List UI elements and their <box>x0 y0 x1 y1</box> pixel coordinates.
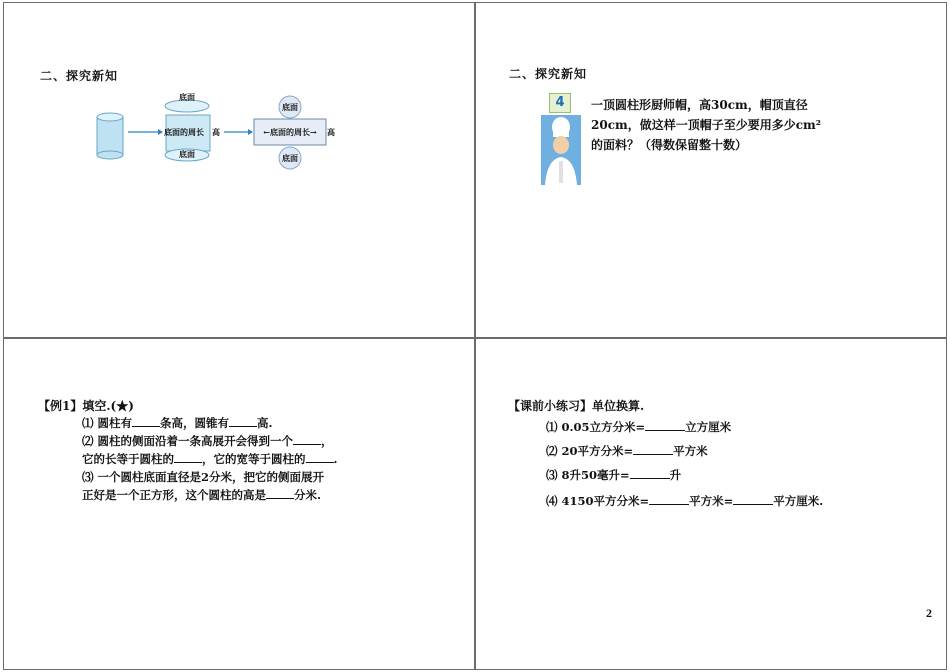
q1-part-a: ⑴ 圆柱有 <box>82 416 133 430</box>
net-height-label: 高 <box>327 127 335 137</box>
q2-blank-3[interactable] <box>306 452 334 463</box>
cylinder-shape <box>97 113 123 159</box>
item2-pre: ⑵ 20平方分米= <box>546 444 634 458</box>
q2-part-b: ， <box>321 434 333 448</box>
q2-blank-1[interactable] <box>293 434 321 445</box>
slide-4 <box>475 338 947 670</box>
q3-line-1: ⑶ 一个圆柱底面直径是2分米，把它的侧面展开 <box>82 470 325 484</box>
net-top-label: 底面 <box>282 102 298 112</box>
q2-part-d: ，它的宽等于圆柱的 <box>202 452 306 466</box>
q3-blank[interactable] <box>266 488 294 499</box>
diagram-height-label: 高 <box>212 127 220 137</box>
item2-post: 平方米 <box>673 444 708 458</box>
item4-blank-2[interactable] <box>733 494 773 505</box>
item1-blank[interactable] <box>645 420 685 431</box>
q1-blank-1[interactable] <box>132 416 160 427</box>
item1-pre: ⑴ 0.05立方分米= <box>546 420 646 434</box>
item3-post: 升 <box>669 468 682 482</box>
practice-item-3 <box>546 467 681 483</box>
problem-line-2: 20cm，做这样一顶帽子至少要用多少cm² <box>591 118 821 132</box>
q2-blank-2[interactable] <box>174 452 202 463</box>
problem-number-badge: 4 <box>549 93 571 113</box>
item4-pre: ⑷ 4150平方分米= <box>546 494 650 508</box>
chef-image <box>541 115 581 185</box>
slide1-heading: 二、探究新知 <box>40 69 119 83</box>
diagram-top-label: 底面 <box>179 92 195 102</box>
page-number: 2 <box>926 606 932 620</box>
q1-part-c: 高. <box>257 416 273 430</box>
q3-part-b: 正好是一个正方形，这个圆柱的高是 <box>82 488 266 502</box>
slide-3 <box>3 338 475 670</box>
problem-text <box>591 95 821 155</box>
q3-line-2 <box>82 487 321 503</box>
diagram-side-label: 底面的周长 <box>164 127 204 137</box>
item3-blank[interactable] <box>630 468 670 479</box>
item4-blank-1[interactable] <box>649 494 689 505</box>
item2-blank[interactable] <box>633 444 673 455</box>
practice-item-2 <box>546 443 708 459</box>
item3-pre: ⑶ 8升50毫升= <box>546 468 630 482</box>
q2-line-2 <box>82 451 338 467</box>
q1-blank-2[interactable] <box>229 416 257 427</box>
q3-part-c: 分米. <box>294 488 322 502</box>
q1-line <box>82 415 273 431</box>
diagram-bottom-label: 底面 <box>179 149 195 159</box>
q2-part-c: 它的长等于圆柱的 <box>82 452 174 466</box>
q1-part-b: 条高，圆锥有 <box>160 416 230 430</box>
net-bottom-label: 底面 <box>282 153 298 163</box>
item1-post: 立方厘米 <box>685 420 732 434</box>
practice-item-1 <box>546 419 731 435</box>
q2-part-e: . <box>333 452 338 466</box>
problem-line-1: 一顶圆柱形厨师帽，高30cm，帽顶直径 <box>591 98 808 112</box>
slide-2 <box>475 2 947 338</box>
net-rect-label: ←底面的周长→ <box>263 127 317 137</box>
slide2-heading: 二、探究新知 <box>509 67 588 81</box>
practice-item-4 <box>546 493 823 509</box>
problem-line-3: 的面料？（得数保留整十数） <box>591 138 748 152</box>
cylinder-unfold-diagram <box>92 89 342 173</box>
item4-post: 平方厘米. <box>773 494 824 508</box>
example-title: 【例1】填空.(★) <box>38 399 134 413</box>
practice-title: 【课前小练习】单位换算. <box>508 399 645 413</box>
slide-1 <box>3 2 475 338</box>
q2-line-1 <box>82 433 333 449</box>
q2-part-a: ⑵ 圆柱的侧面沿着一条高展开会得到一个 <box>82 434 294 448</box>
item4-mid: 平方米= <box>689 494 734 508</box>
